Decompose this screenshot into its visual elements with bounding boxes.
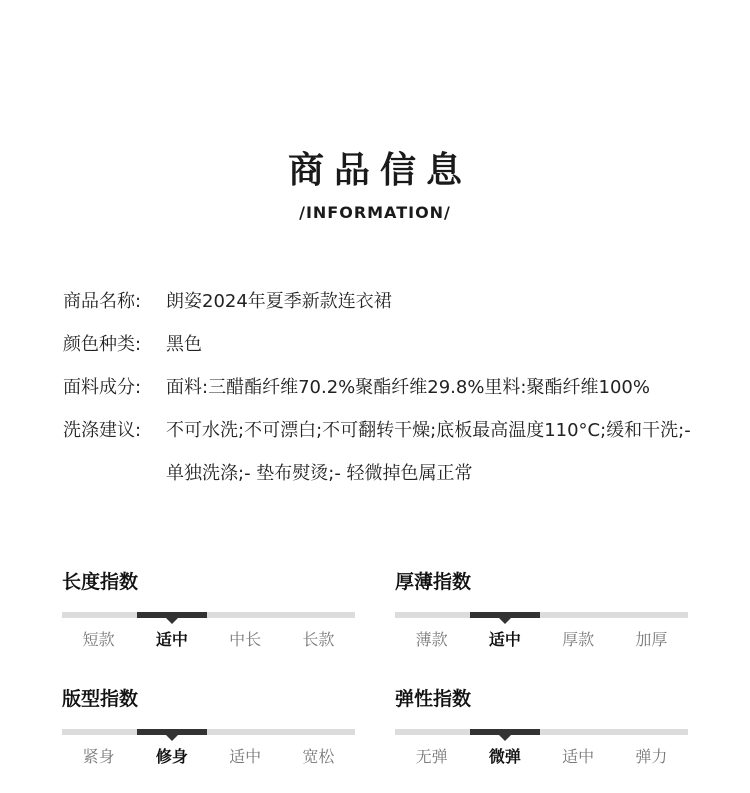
scale-option: 薄款 [415, 630, 448, 649]
info-value: 面料:三醋酯纤维70.2%聚酯纤维29.8%里料:聚酯纤维100% [166, 377, 650, 398]
scale-thickness [395, 568, 688, 650]
info-row-fabric [63, 366, 703, 409]
scale-indicator [470, 612, 540, 618]
info-value: 不可水洗;不可漂白;不可翻转干燥;底板最高温度110°C;缓和干洗;- 单独洗涤;- 垫布熨烫;- 轻微掉色属正常 [166, 420, 691, 484]
scale-title: 厚薄指数 [395, 571, 472, 593]
scale-track [62, 729, 355, 735]
info-label: 洗涤建议: [63, 420, 142, 441]
scale-option: 长款 [302, 630, 335, 649]
scale-option: 修身 [155, 747, 188, 766]
scale-option: 适中 [488, 630, 521, 649]
info-row-washing [63, 409, 703, 495]
info-row-color [63, 323, 703, 366]
scale-option: 短款 [82, 630, 115, 649]
info-value: 黑色 [166, 334, 202, 355]
scale-option: 加厚 [635, 630, 668, 649]
info-label: 颜色种类: [63, 334, 142, 355]
scale-title: 弹性指数 [395, 688, 472, 710]
info-value: 朗姿2024年夏季新款连衣裙 [166, 291, 392, 312]
page-title: 商品信息 [287, 150, 472, 191]
scale-track [62, 612, 355, 618]
page-subtitle: /INFORMATION/ [299, 203, 451, 222]
scale-option: 宽松 [302, 747, 335, 766]
scale-option: 厚款 [562, 630, 595, 649]
scale-option: 紧身 [82, 747, 115, 766]
scale-title: 长度指数 [62, 571, 139, 593]
scale-indicator [470, 729, 540, 735]
scale-option: 无弹 [415, 747, 448, 766]
scale-indicator [137, 729, 207, 735]
scale-track [395, 729, 688, 735]
scale-option: 弹力 [635, 747, 668, 766]
scale-indicator [137, 612, 207, 618]
scale-title: 版型指数 [62, 688, 139, 710]
scale-option: 微弹 [488, 747, 521, 766]
scale-option: 适中 [562, 747, 595, 766]
scale-elasticity [395, 685, 688, 767]
info-row-product-name [63, 280, 703, 323]
scale-option: 中长 [229, 630, 262, 649]
scale-option: 适中 [229, 747, 262, 766]
info-label: 面料成分: [63, 377, 142, 398]
scale-track [395, 612, 688, 618]
scale-length [62, 568, 355, 650]
info-label: 商品名称: [63, 291, 142, 312]
product-info-list [63, 280, 703, 495]
scale-option: 适中 [155, 630, 188, 649]
scale-fit [62, 685, 355, 767]
